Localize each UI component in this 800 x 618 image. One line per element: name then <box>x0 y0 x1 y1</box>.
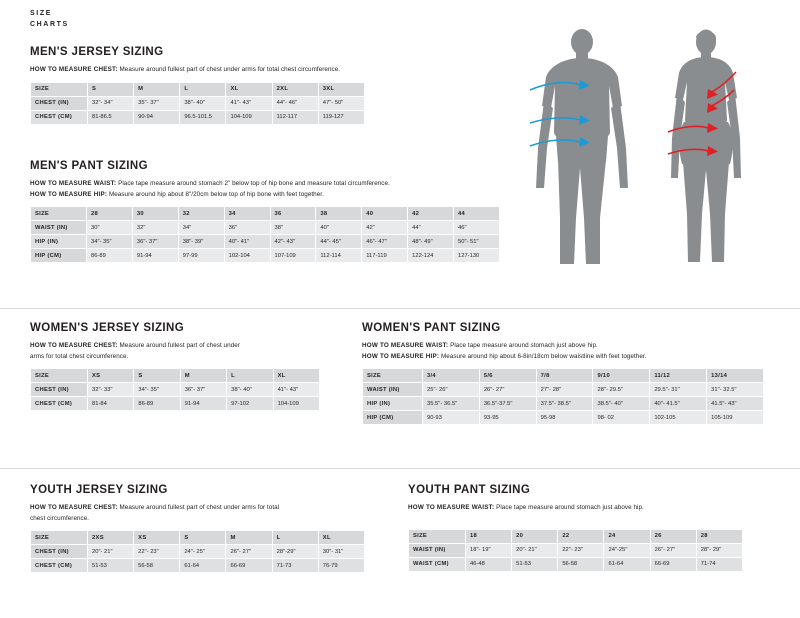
table-cell: 26"- 27" <box>479 383 536 397</box>
table-row <box>31 235 500 249</box>
table-cell: 127-130 <box>454 249 500 263</box>
table-cell: 27"- 28" <box>536 383 593 397</box>
body-diagrams-svg <box>520 28 790 278</box>
table-header-cell: 7/8 <box>536 369 593 383</box>
table-header-cell: M <box>134 82 180 96</box>
table-header-cell: L <box>272 531 318 545</box>
table-header-cell: SIZE <box>363 369 423 383</box>
table-cell: 81-84 <box>88 397 134 411</box>
table-header-cell: SIZE <box>31 369 88 383</box>
table-cell: 81-86.5 <box>88 110 134 124</box>
table-mens-jersey <box>30 82 365 125</box>
table-cell: 71-74 <box>696 557 742 571</box>
table-cell: 34"- 35" <box>134 383 180 397</box>
table-row <box>31 110 365 124</box>
table-cell: 86-89 <box>134 397 180 411</box>
table-cell: 34" <box>178 221 224 235</box>
table-cell: 22"- 23" <box>558 543 604 557</box>
table-cell: 28"-29" <box>272 545 318 559</box>
table-header-cell: XL <box>318 531 364 545</box>
table-cell: 71-73 <box>272 559 318 573</box>
table-header-cell: 11/12 <box>650 369 707 383</box>
instruction-line <box>362 341 782 351</box>
instruction-line <box>30 503 390 513</box>
table-cell: 20"- 21" <box>512 543 558 557</box>
instruction-label: HOW TO MEASURE CHEST: <box>30 66 118 73</box>
table-header-row <box>409 529 743 543</box>
table-row <box>409 557 743 571</box>
table-cell: 37.5"- 38.5" <box>536 397 593 411</box>
table-row-label: WAIST (IN) <box>363 383 423 397</box>
document-label-line2: CHARTS <box>30 21 69 28</box>
table-cell: 96.5-101.5 <box>180 110 226 124</box>
table-cell: 24"-25" <box>604 543 650 557</box>
table-cell: 98- 02 <box>593 411 650 425</box>
table-header-cell: 28 <box>696 529 742 543</box>
table-cell: 50"- 51" <box>454 235 500 249</box>
table-cell: 48"- 49" <box>408 235 454 249</box>
table-header-cell: 13/14 <box>707 369 764 383</box>
table-cell: 38"- 40" <box>227 383 273 397</box>
table-header-cell: 32 <box>178 207 224 221</box>
section-youth-jersey <box>30 484 390 573</box>
table-header-cell: 2XS <box>88 531 134 545</box>
table-header-cell: XS <box>134 531 180 545</box>
table-row <box>409 543 743 557</box>
table-cell: 38" <box>270 221 316 235</box>
table-header-row <box>31 207 500 221</box>
instruction-label: HOW TO MEASURE CHEST: <box>30 342 118 349</box>
table-header-row <box>31 531 365 545</box>
instruction-line <box>30 179 530 189</box>
table-cell: 35.5"- 36.5" <box>423 397 480 411</box>
table-cell: 86-89 <box>87 249 133 263</box>
table-header-cell: 44 <box>454 207 500 221</box>
table-cell: 122-124 <box>408 249 454 263</box>
table-cell: 46" <box>454 221 500 235</box>
table-cell: 104-109 <box>273 397 319 411</box>
table-cell: 32"- 33" <box>88 383 134 397</box>
document-label <box>30 8 69 30</box>
male-body-diagram <box>536 29 628 264</box>
table-cell: 46"- 47" <box>362 235 408 249</box>
table-row-label: CHEST (CM) <box>31 397 88 411</box>
instruction-text: Measure around fullest part of chest under arms for total chest circumference. <box>117 66 341 73</box>
table-header-cell: 2XL <box>272 82 318 96</box>
table-cell: 46-48 <box>466 557 512 571</box>
table-cell: 44" <box>408 221 454 235</box>
instruction-label: HOW TO MEASURE WAIST: <box>30 180 117 187</box>
section-divider <box>0 308 800 309</box>
table-header-cell: 26 <box>650 529 696 543</box>
instruction-text: Place tape measure around stomach just above hip. <box>494 504 644 511</box>
table-cell: 36" <box>224 221 270 235</box>
instruction-text: Measure around fullest part of chest under arms for total <box>117 504 280 511</box>
table-row-label: HIP (CM) <box>31 249 87 263</box>
document-label-line1: SIZE <box>30 10 52 17</box>
section-title: MEN'S PANT SIZING <box>30 160 148 172</box>
instruction-text: Measure around hip about 6-8in/18cm below waistline with feet together. <box>439 352 647 360</box>
instruction-line <box>30 341 360 351</box>
table-cell: 30"- 31" <box>318 545 364 559</box>
table-cell: 28"- 29.5" <box>593 383 650 397</box>
table-header-cell: 9/10 <box>593 369 650 383</box>
table-row <box>31 249 500 263</box>
table-cell: 93-95 <box>479 411 536 425</box>
table-header-cell: 24 <box>604 529 650 543</box>
table-header-cell: 34 <box>224 207 270 221</box>
table-row-label: WAIST (CM) <box>409 557 466 571</box>
table-row-label: CHEST (IN) <box>31 96 88 110</box>
table-header-cell: SIZE <box>31 82 88 96</box>
table-youth-jersey <box>30 530 365 573</box>
table-cell: 61-64 <box>180 559 226 573</box>
table-header-cell: L <box>227 369 273 383</box>
instruction-line <box>408 503 788 513</box>
table-cell: 102-105 <box>650 411 707 425</box>
table-header-cell: S <box>180 531 226 545</box>
table-header-cell: M <box>180 369 226 383</box>
instruction-label: HOW TO MEASURE HIP: <box>30 190 108 198</box>
table-cell: 47"- 50" <box>318 96 364 110</box>
table-cell: 107-109 <box>270 249 316 263</box>
table-cell: 38"- 39" <box>178 235 224 249</box>
table-cell: 32" <box>132 221 178 235</box>
table-header-row <box>31 82 365 96</box>
table-cell: 40"- 41.5" <box>650 397 707 411</box>
female-body-diagram <box>671 30 741 263</box>
instruction-text: Place tape measure around stomach just above hip. <box>448 342 598 349</box>
table-row-label: HIP (CM) <box>363 411 423 425</box>
table-cell: 32"- 34" <box>88 96 134 110</box>
table-row <box>31 96 365 110</box>
table-header-cell: 3/4 <box>423 369 480 383</box>
table-cell: 56-58 <box>134 559 180 573</box>
table-cell: 42" <box>362 221 408 235</box>
table-cell: 42"- 43" <box>270 235 316 249</box>
table-cell: 41"- 43" <box>226 96 272 110</box>
table-cell: 56-58 <box>558 557 604 571</box>
table-header-cell: 40 <box>362 207 408 221</box>
section-mens-jersey <box>30 46 510 125</box>
section-womens-pant <box>362 322 782 425</box>
instruction-text: Measure around hip about 8"/20cm below top of hip bone with feet together. <box>107 190 324 198</box>
table-row <box>31 545 365 559</box>
table-cell: 112-117 <box>272 110 318 124</box>
table-header-cell: 18 <box>466 529 512 543</box>
table-cell: 51-53 <box>512 557 558 571</box>
table-cell: 112-114 <box>316 249 362 263</box>
table-cell: 31"- 32.5" <box>707 383 764 397</box>
table-cell: 35"- 37" <box>134 96 180 110</box>
table-cell: 18"- 19" <box>466 543 512 557</box>
instruction-label: HOW TO MEASURE CHEST: <box>30 504 118 511</box>
table-cell: 34"- 35" <box>87 235 133 249</box>
table-header-cell: 30 <box>132 207 178 221</box>
table-header-cell: 3XL <box>318 82 364 96</box>
table-womens-pant <box>362 368 764 425</box>
table-row-label: CHEST (CM) <box>31 110 88 124</box>
table-cell: 28"- 29" <box>696 543 742 557</box>
table-row <box>31 559 365 573</box>
table-row <box>31 221 500 235</box>
table-header-cell: 5/6 <box>479 369 536 383</box>
table-row-label: CHEST (IN) <box>31 383 88 397</box>
instruction-text: Measure around fullest part of chest under <box>117 342 240 349</box>
table-row-label: HIP (IN) <box>363 397 423 411</box>
instruction-label: HOW TO MEASURE HIP: <box>362 352 440 360</box>
instruction-label: HOW TO MEASURE WAIST: <box>362 342 449 349</box>
table-cell: 61-64 <box>604 557 650 571</box>
section-divider <box>0 468 800 469</box>
table-row <box>363 411 764 425</box>
table-row-label: CHEST (CM) <box>31 559 88 573</box>
section-title: WOMEN'S PANT SIZING <box>362 322 501 334</box>
instruction-line <box>30 514 390 524</box>
table-youth-pant <box>408 529 743 572</box>
table-cell: 91-94 <box>132 249 178 263</box>
table-womens-jersey <box>30 368 320 411</box>
table-header-cell: 42 <box>408 207 454 221</box>
table-cell: 40" <box>316 221 362 235</box>
table-cell: 97-99 <box>178 249 224 263</box>
table-header-row <box>363 369 764 383</box>
table-row <box>363 383 764 397</box>
table-cell: 90-94 <box>134 110 180 124</box>
table-header-row <box>31 369 320 383</box>
table-cell: 91-94 <box>180 397 226 411</box>
section-womens-jersey <box>30 322 360 411</box>
table-cell: 30" <box>87 221 133 235</box>
section-mens-pant <box>30 160 530 263</box>
table-cell: 44"- 46" <box>272 96 318 110</box>
table-cell: 41.5"- 43" <box>707 397 764 411</box>
table-row-label: WAIST (IN) <box>31 221 87 235</box>
table-row-label: CHEST (IN) <box>31 545 88 559</box>
instruction-text: Place tape measure around stomach 2" below top of hip bone and measure total circumference. <box>116 180 390 187</box>
table-cell: 24"- 25" <box>180 545 226 559</box>
table-header-cell: SIZE <box>31 207 87 221</box>
table-header-cell: XS <box>88 369 134 383</box>
table-cell: 36.5"-37.5" <box>479 397 536 411</box>
table-cell: 41"- 43" <box>273 383 319 397</box>
table-cell: 76-79 <box>318 559 364 573</box>
table-cell: 20"- 21" <box>88 545 134 559</box>
table-cell: 51-53 <box>88 559 134 573</box>
table-header-cell: 28 <box>87 207 133 221</box>
table-cell: 22"- 23" <box>134 545 180 559</box>
table-cell: 36"- 37" <box>132 235 178 249</box>
table-header-cell: 38 <box>316 207 362 221</box>
table-header-cell: XL <box>226 82 272 96</box>
body-diagrams <box>520 28 790 278</box>
table-cell: 102-104 <box>224 249 270 263</box>
table-header-cell: 22 <box>558 529 604 543</box>
section-title: MEN'S JERSEY SIZING <box>30 46 164 58</box>
table-header-cell: S <box>88 82 134 96</box>
table-cell: 36"- 37" <box>180 383 226 397</box>
table-cell: 38.5"- 40" <box>593 397 650 411</box>
table-row-label: WAIST (IN) <box>409 543 466 557</box>
table-cell: 95-98 <box>536 411 593 425</box>
table-cell: 40"- 41" <box>224 235 270 249</box>
section-title: YOUTH PANT SIZING <box>408 484 531 496</box>
instruction-line <box>30 352 360 362</box>
instruction-line <box>30 65 510 75</box>
table-cell: 44"- 45" <box>316 235 362 249</box>
table-cell: 97-102 <box>227 397 273 411</box>
table-cell: 26"- 27" <box>650 543 696 557</box>
table-row <box>31 383 320 397</box>
table-header-cell: XL <box>273 369 319 383</box>
table-cell: 119-127 <box>318 110 364 124</box>
table-cell: 66-69 <box>650 557 696 571</box>
table-cell: 29.5"- 31" <box>650 383 707 397</box>
table-header-cell: L <box>180 82 226 96</box>
table-header-cell: 20 <box>512 529 558 543</box>
instruction-label: HOW TO MEASURE WAIST: <box>408 504 495 511</box>
table-row <box>31 397 320 411</box>
table-header-cell: M <box>226 531 272 545</box>
instruction-text: arms for total chest circumference. <box>30 352 129 360</box>
table-mens-pant <box>30 206 500 263</box>
table-cell: 25"- 26" <box>423 383 480 397</box>
table-header-cell: SIZE <box>31 531 88 545</box>
section-title: WOMEN'S JERSEY SIZING <box>30 322 185 334</box>
table-cell: 38"- 40" <box>180 96 226 110</box>
table-header-cell: SIZE <box>409 529 466 543</box>
table-cell: 105-109 <box>707 411 764 425</box>
table-row-label: HIP (IN) <box>31 235 87 249</box>
instruction-line <box>362 352 782 362</box>
section-youth-pant <box>408 484 788 572</box>
table-row <box>363 397 764 411</box>
instruction-line <box>30 190 530 200</box>
instruction-text: chest circumference. <box>30 514 90 522</box>
table-cell: 104-109 <box>226 110 272 124</box>
table-cell: 90-93 <box>423 411 480 425</box>
table-header-cell: 36 <box>270 207 316 221</box>
table-cell: 66-69 <box>226 559 272 573</box>
table-cell: 117-119 <box>362 249 408 263</box>
table-header-cell: S <box>134 369 180 383</box>
table-cell: 26"- 27" <box>226 545 272 559</box>
section-title: YOUTH JERSEY SIZING <box>30 484 168 496</box>
